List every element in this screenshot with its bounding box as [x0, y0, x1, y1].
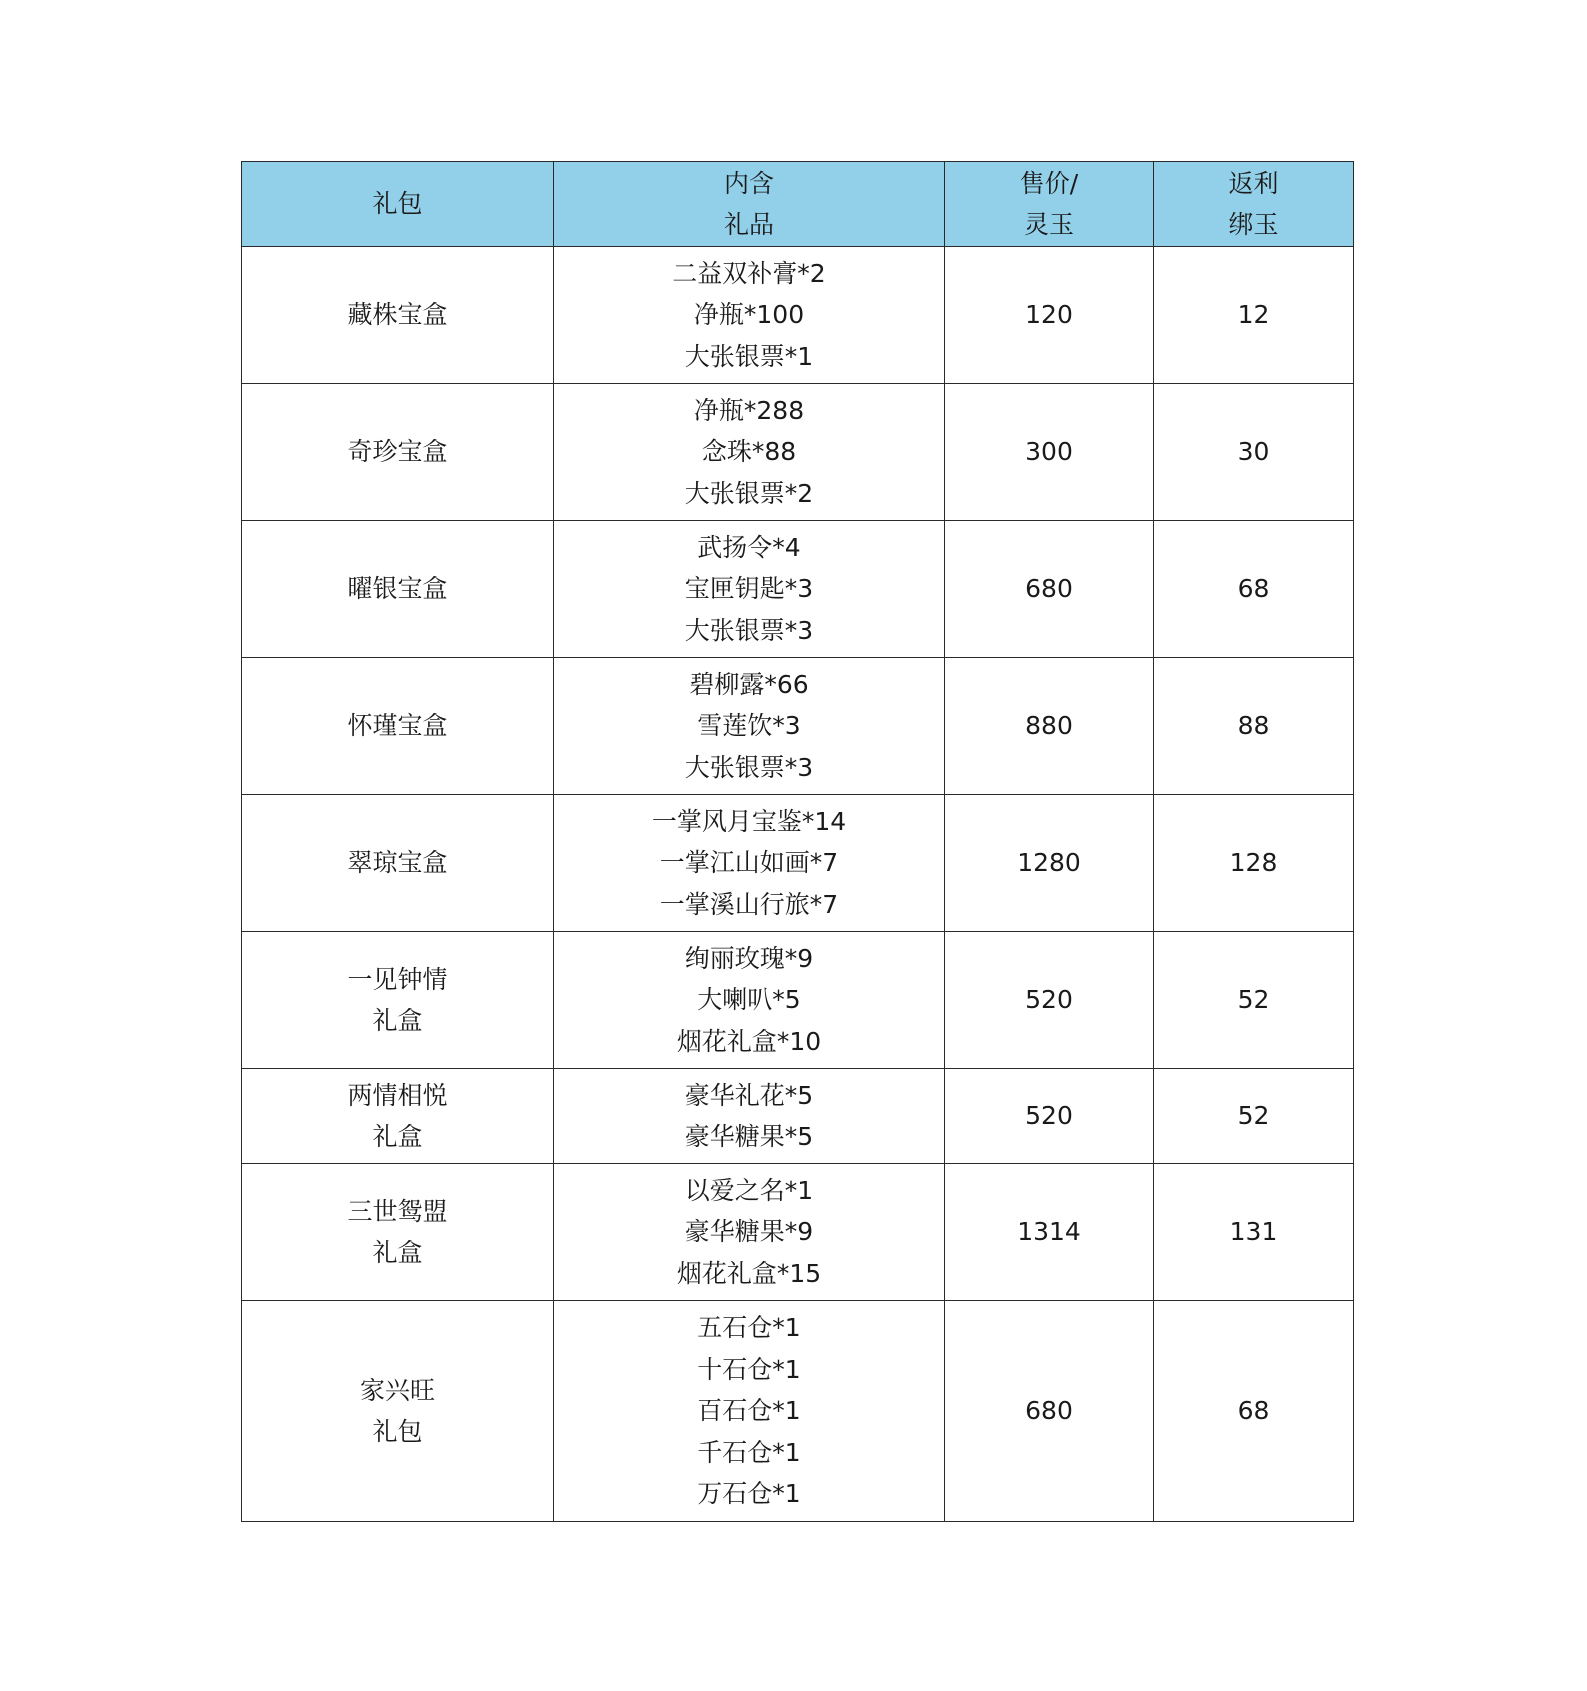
gift-item: 大张银票*3: [684, 615, 814, 645]
price-cell: 680: [945, 1301, 1154, 1522]
price-cell: 680: [945, 521, 1154, 658]
pack-name: 翠琼宝盒: [347, 848, 448, 878]
price-cell: 300: [945, 384, 1154, 521]
items-cell: [554, 795, 945, 932]
header-items: [554, 162, 945, 247]
gift-item: 大张银票*2: [684, 478, 814, 508]
items-cell: [554, 658, 945, 795]
gift-item: 千石仓*1: [697, 1437, 801, 1467]
gift-item: 五石仓*1: [697, 1313, 801, 1343]
gift-item: 一掌江山如画*7: [659, 848, 839, 878]
header-rebate: [1154, 162, 1354, 247]
rebate-cell: 88: [1154, 658, 1354, 795]
table-row: [242, 932, 1354, 1069]
gift-item: 宝匣钥匙*3: [684, 574, 814, 604]
gift-item: 雪莲饮*3: [697, 711, 801, 741]
rebate-cell: 52: [1154, 932, 1354, 1069]
pack-name: 两情相悦: [347, 1080, 448, 1110]
header-price-line: 售价/: [1019, 168, 1079, 198]
pack-name-cell: [242, 1301, 554, 1522]
header-pack: [242, 162, 554, 247]
pack-name: 曜银宝盒: [347, 574, 448, 604]
pack-name: 家兴旺: [359, 1375, 435, 1405]
header-rebate-line: 绑玉: [1228, 210, 1279, 239]
gift-item: 豪华礼花*5: [684, 1080, 814, 1110]
gift-item: 净瓶*288: [693, 395, 805, 425]
gift-item: 大张银票*3: [684, 752, 814, 782]
pack-name-cell: [242, 247, 554, 384]
pack-name-cell: [242, 795, 554, 932]
table-row: [242, 795, 1354, 932]
table-row: [242, 1069, 1354, 1164]
gift-item: 烟花礼盒*15: [676, 1258, 822, 1288]
pack-name: 怀瑾宝盒: [347, 711, 448, 741]
pack-name-cell: [242, 1164, 554, 1301]
gift-item: 净瓶*100: [693, 300, 805, 330]
gift-item: 碧柳露*66: [689, 669, 809, 699]
table-row: [242, 658, 1354, 795]
rebate-cell: 52: [1154, 1069, 1354, 1164]
rebate-cell: 12: [1154, 247, 1354, 384]
pack-name: 礼盒: [372, 1122, 423, 1151]
header-pack-line: 礼包: [372, 189, 423, 219]
gift-item: 念珠*88: [701, 437, 797, 467]
table-row: [242, 384, 1354, 521]
gift-item: 大喇叭*5: [697, 985, 801, 1015]
header-price: [945, 162, 1154, 247]
gift-item: 一掌风月宝鉴*14: [651, 806, 847, 836]
gift-pack-table: [241, 161, 1354, 1522]
header-items-line: 礼品: [723, 210, 774, 239]
gift-item: 一掌溪山行旅*7: [659, 889, 839, 919]
rebate-cell: 68: [1154, 521, 1354, 658]
pack-name-cell: [242, 658, 554, 795]
table-row: [242, 247, 1354, 384]
gift-item: 以爱之名*1: [684, 1175, 814, 1205]
items-cell: [554, 521, 945, 658]
pack-name: 一见钟情: [347, 964, 448, 994]
pack-name: 礼盒: [372, 1238, 423, 1267]
rebate-cell: 68: [1154, 1301, 1354, 1522]
table-body: [242, 247, 1354, 1522]
table-row: [242, 1301, 1354, 1522]
price-cell: 1280: [945, 795, 1154, 932]
pack-name-cell: [242, 1069, 554, 1164]
table-row: [242, 1164, 1354, 1301]
pack-name: 三世鸳盟: [347, 1196, 448, 1226]
price-cell: 120: [945, 247, 1154, 384]
items-cell: [554, 1301, 945, 1522]
gift-item: 二益双补膏*2: [672, 258, 826, 288]
pack-name: 藏株宝盒: [347, 300, 448, 330]
header-rebate-line: 返利: [1228, 168, 1279, 198]
gift-item: 十石仓*1: [697, 1354, 801, 1384]
rebate-cell: 131: [1154, 1164, 1354, 1301]
pack-name: 礼盒: [372, 1006, 423, 1035]
rebate-cell: 128: [1154, 795, 1354, 932]
price-cell: 520: [945, 1069, 1154, 1164]
pack-name-cell: [242, 521, 554, 658]
table-row: [242, 521, 1354, 658]
items-cell: [554, 1164, 945, 1301]
gift-item: 大张银票*1: [684, 341, 814, 371]
price-cell: 520: [945, 932, 1154, 1069]
price-cell: 1314: [945, 1164, 1154, 1301]
gift-item: 豪华糖果*5: [684, 1122, 814, 1151]
gift-item: 绚丽玫瑰*9: [684, 943, 814, 973]
pack-name: 奇珍宝盒: [347, 437, 448, 467]
gift-item: 豪华糖果*9: [684, 1217, 814, 1247]
header-price-line: 灵玉: [1023, 210, 1074, 239]
price-cell: 880: [945, 658, 1154, 795]
header-row: [242, 162, 1354, 247]
rebate-cell: 30: [1154, 384, 1354, 521]
gift-item: 武扬令*4: [697, 532, 801, 562]
items-cell: [554, 384, 945, 521]
header-items-line: 内含: [723, 168, 774, 198]
table-header: [242, 162, 1354, 247]
gift-item: 万石仓*1: [697, 1479, 801, 1509]
pack-name: 礼包: [372, 1417, 423, 1446]
items-cell: [554, 932, 945, 1069]
gift-item: 烟花礼盒*10: [676, 1026, 822, 1056]
pack-name-cell: [242, 932, 554, 1069]
pack-name-cell: [242, 384, 554, 521]
items-cell: [554, 1069, 945, 1164]
items-cell: [554, 247, 945, 384]
gift-item: 百石仓*1: [697, 1396, 801, 1426]
